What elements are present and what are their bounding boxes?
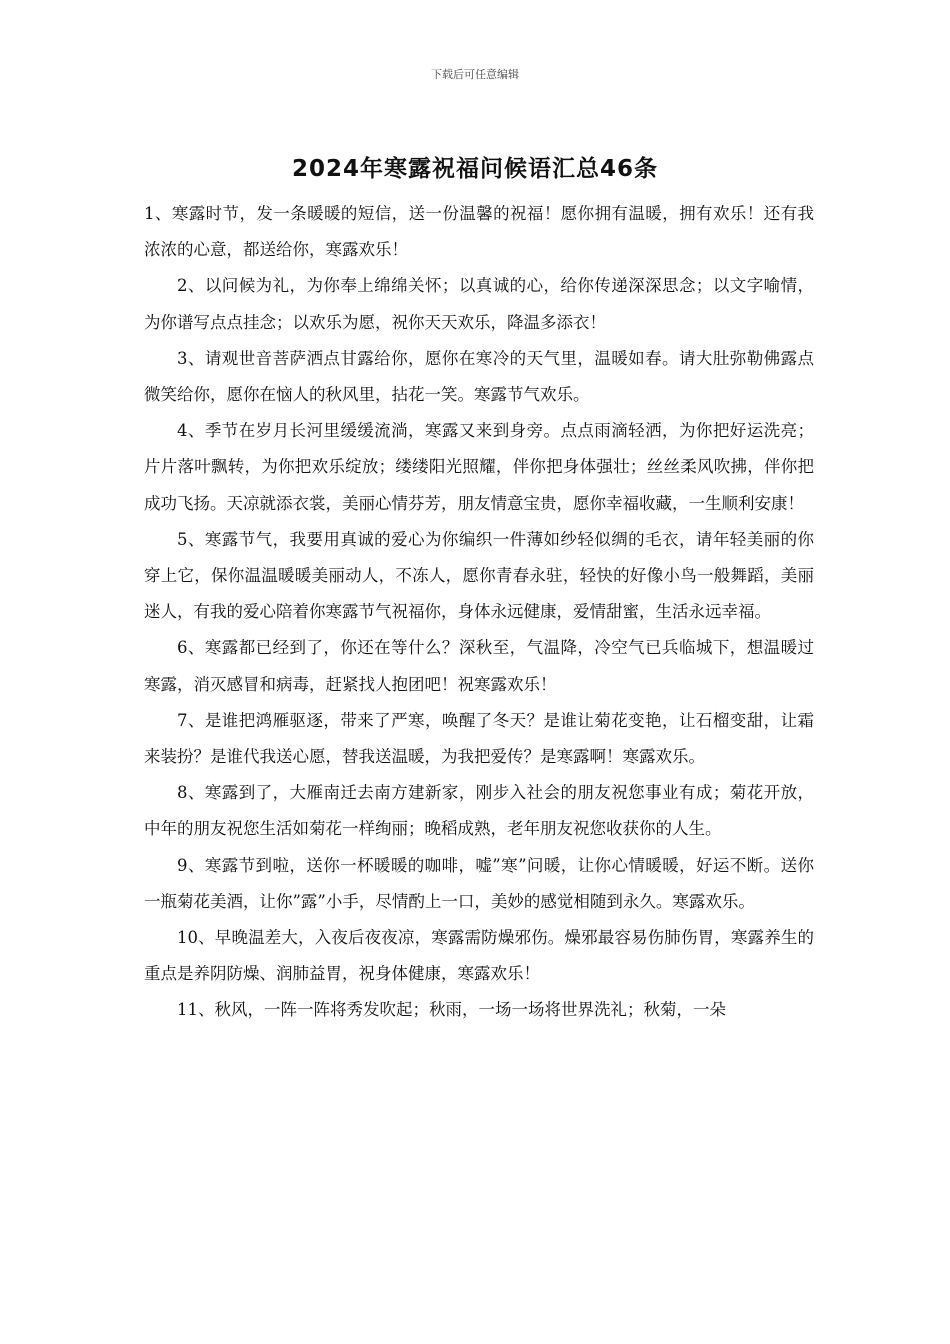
document-body (144, 196, 814, 1029)
paragraph-8: 8、寒露到了，大雁南迁去南方建新家，刚步入社会的朋友祝您事业有成；菊花开放，中年的朋友祝您生活如菊花一样绚丽；晚稻成熟，老年朋友祝您收获你的人生。 (144, 783, 814, 839)
paragraph-3: 3、请观世音菩萨洒点甘露给你，愿你在寒冷的天气里，温暖如春。请大肚弥勒佛露点微笑给你，愿你在恼人的秋风里，拈花一笑。寒露节气欢乐。 (144, 348, 814, 405)
paragraph-6: 6、寒露都已经到了，你还在等什么？深秋至，气温降，冷空气已兵临城下，想温暖过寒露，消灭感冒和病毒，赶紧找人抱团吧！祝寒露欢乐！ (144, 638, 814, 694)
paragraph-11: 11、秋风，一阵一阵将秀发吹起；秋雨，一场一场将世界洗礼；秋菊，一朵 (177, 1000, 726, 1020)
paragraph-7: 7、是谁把鸿雁驱逐，带来了严寒，唤醒了冬天？是谁让菊花变艳，让石榴变甜，让霜来装扮？是谁代我送心愿，替我送温暖，为我把爱传？是寒露啊！寒露欢乐。 (144, 710, 814, 767)
paragraph-4: 4、季节在岁月长河里缓缓流淌，寒露又来到身旁。点点雨滴轻洒，为你把好运洗亮；片片落叶飘转，为你把欢乐绽放；缕缕阳光照耀，伴你把身体强壮；丝丝柔风吹拂，伴你把成功飞扬。天凉就添衣裳，美丽心情芬芳，朋友情意宝贵，愿你幸福收藏，一生顺利安康！ (144, 421, 814, 513)
paragraph-5: 5、寒露节气，我要用真诚的爱心为你编织一件薄如纱轻似绸的毛衣，请年轻美丽的你穿上它，保你温温暖暖美丽动人，不冻人，愿你青春永驻，轻快的好像小鸟一般舞蹈，美丽迷人，有我的爱心陪着你寒露节气祝福你，身体永远健康，爱情甜蜜，生活永远幸福。 (144, 529, 814, 622)
paragraph-1: 1、寒露时节，发一条暖暖的短信，送一份温馨的祝福！愿你拥有温暖，拥有欢乐！还有我浓浓的心意，都送给你，寒露欢乐！ (144, 204, 814, 260)
paragraph-2: 2、以问候为礼，为你奉上绵绵关怀；以真诚的心，给你传递深深思念；以文字喻情，为你谱写点点挂念；以欢乐为愿，祝你天天欢乐，降温多添衣！ (144, 276, 814, 332)
header-note: 下载后可任意编辑 (431, 68, 519, 81)
paragraph-9: 9、寒露节到啦，送你一杯暖暖的咖啡，嘘”寒”问暖，让你心情暖暖，好运不断。送你一瓶菊花美酒，让你”露”小手，尽情酌上一口，美妙的感觉相随到永久。寒露欢乐。 (144, 855, 814, 911)
paragraph-10: 10、早晚温差大，入夜后夜夜凉，寒露需防燥邪伤。燥邪最容易伤肺伤胃，寒露养生的重点是养阴防燥、润肺益胃，祝身体健康，寒露欢乐！ (144, 928, 814, 984)
document-title: 2024年寒露祝福问候语汇总46条 (291, 156, 659, 182)
